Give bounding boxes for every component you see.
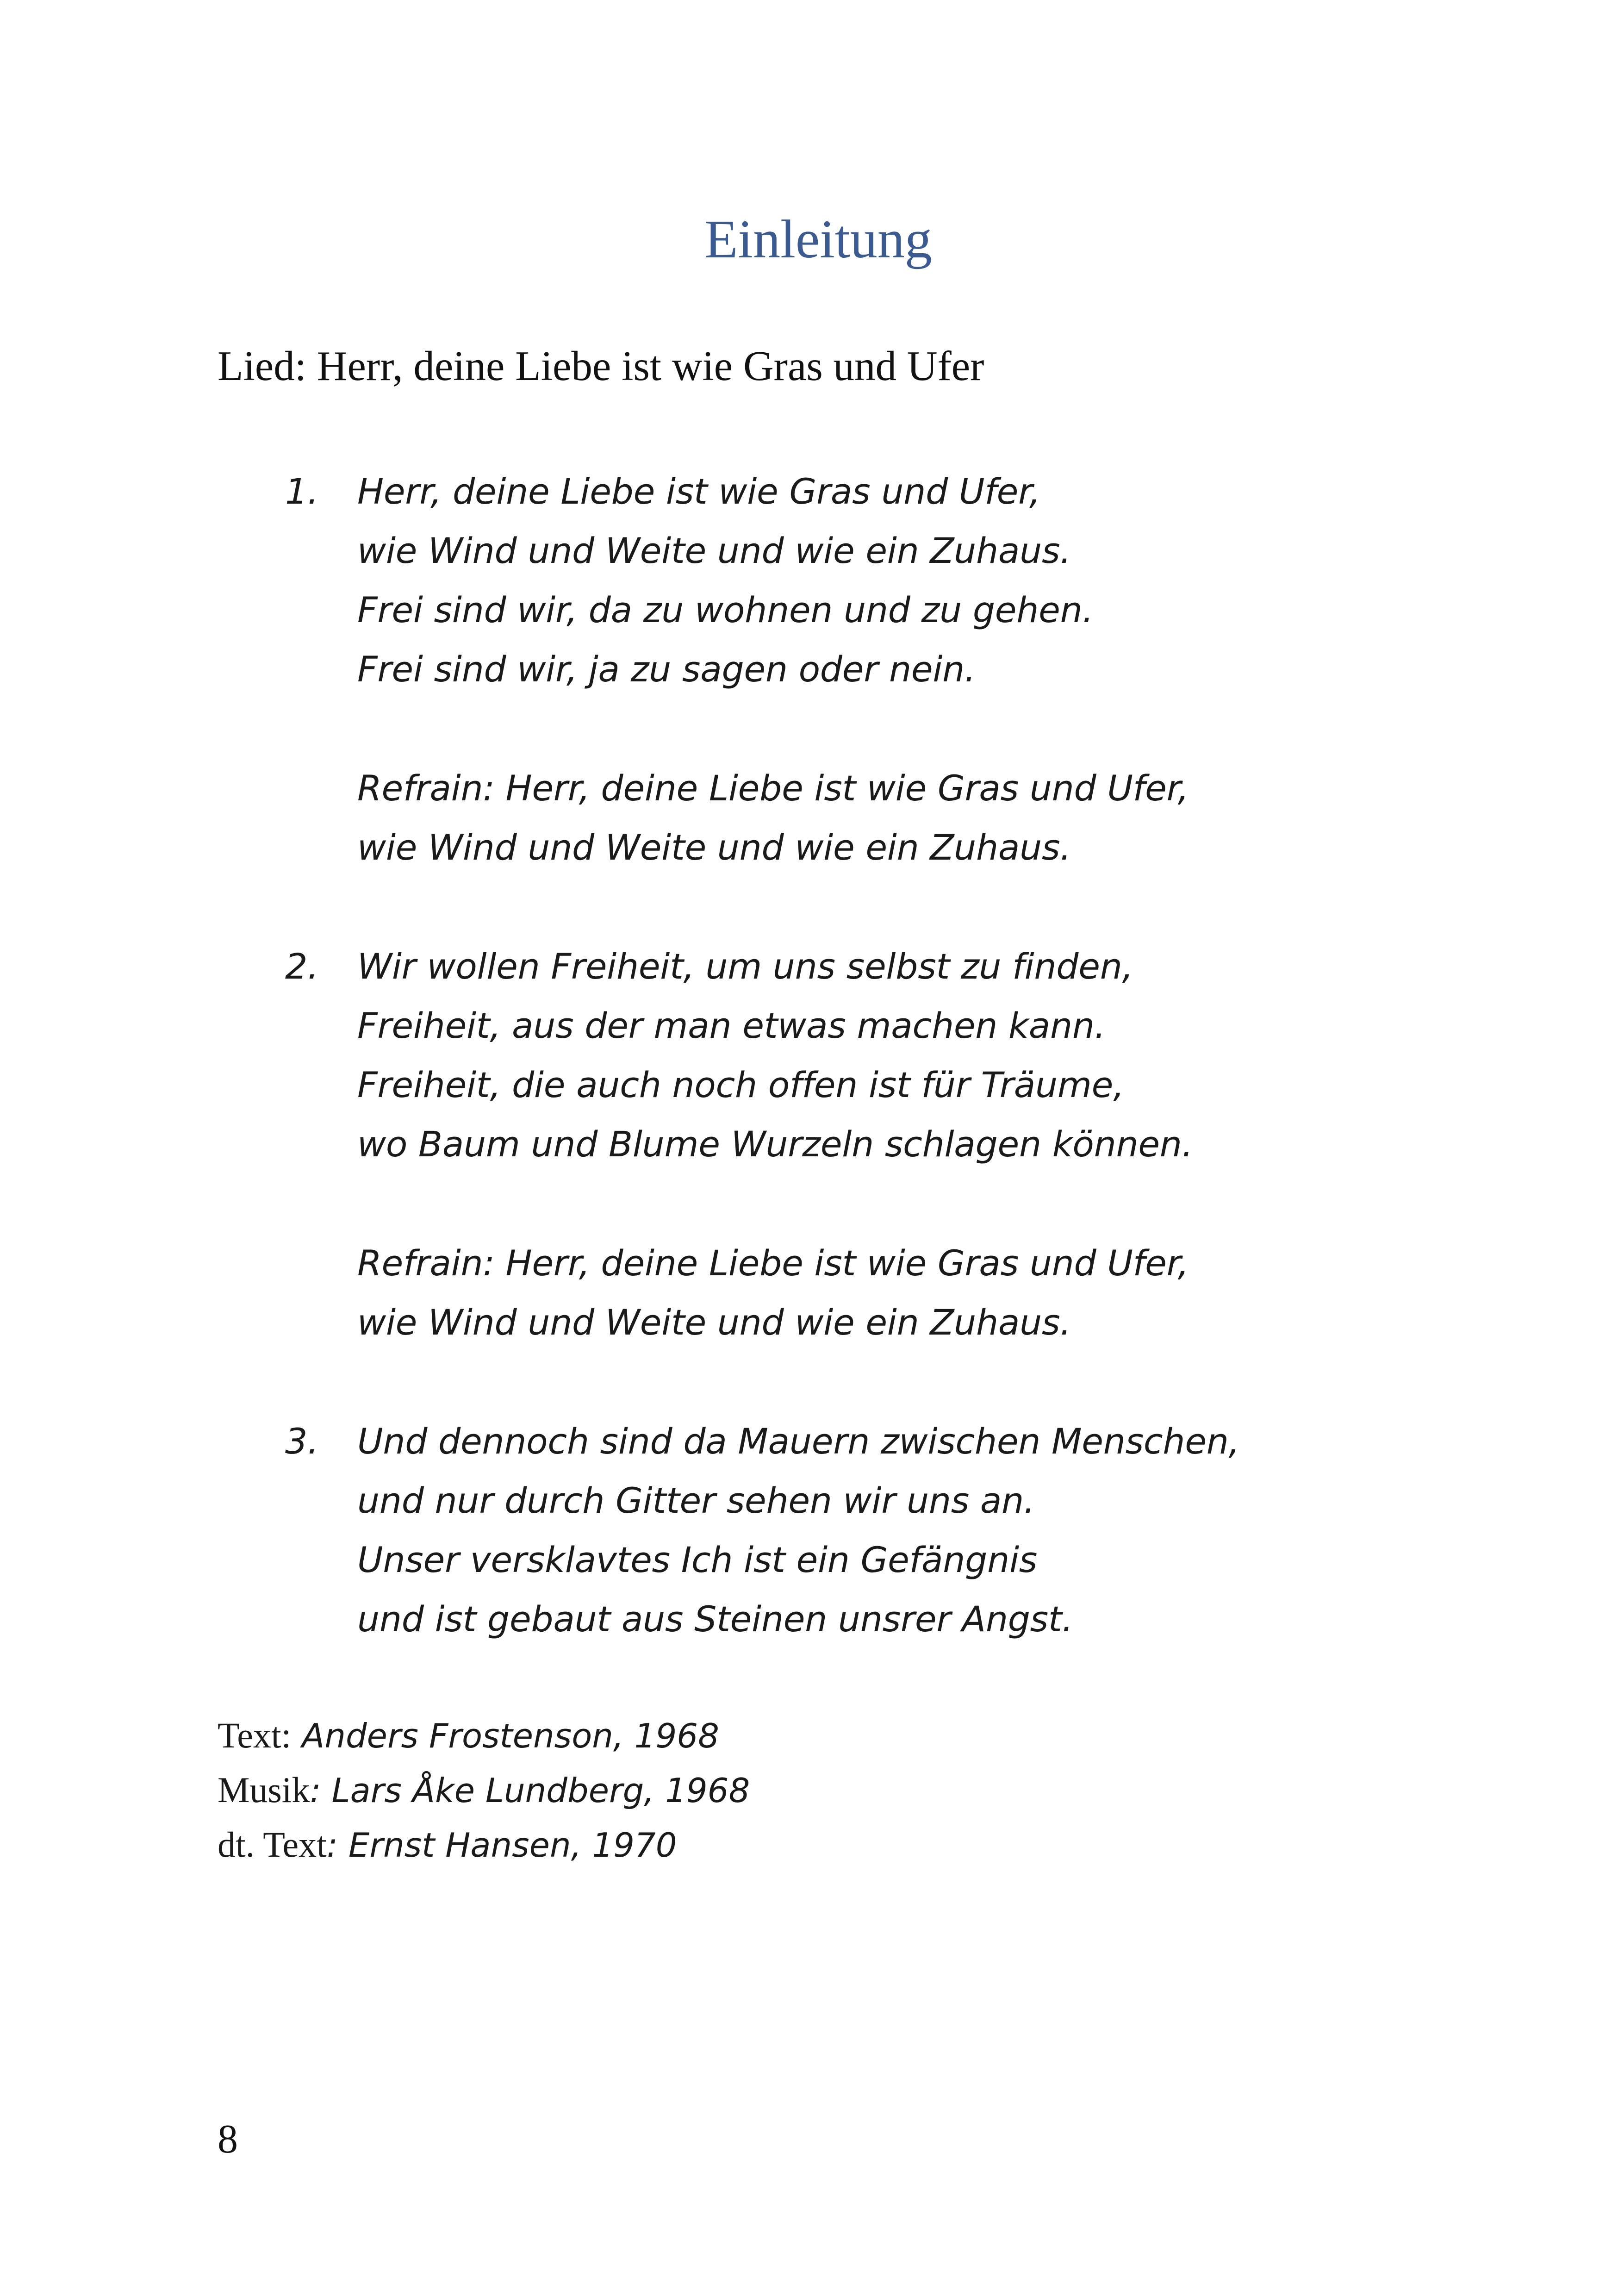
verse-line: Frei sind wir, ja zu sagen oder nein.	[357, 649, 976, 690]
credit-value: : Ernst Hansen, 1970	[326, 1826, 677, 1865]
credit-line	[218, 1772, 750, 1808]
credit-line	[218, 1824, 677, 1865]
verse-number: 3.	[285, 1421, 319, 1462]
refrain-line: Refrain: Herr, deine Liebe ist wie Gras und Ufer,	[357, 1242, 1189, 1284]
section-heading-text: Einleitung	[704, 209, 932, 269]
verse-number: 2.	[285, 946, 319, 987]
refrain-line: wie Wind und Weite und wie ein Zuhaus.	[357, 827, 1071, 868]
credit-label: Text:	[218, 1715, 292, 1755]
credit-value: : Lars Åke Lundberg, 1968	[310, 1771, 750, 1810]
credit-label: Musik	[218, 1770, 310, 1810]
verse-line: Freiheit, die auch noch offen ist für Träume,	[357, 1064, 1124, 1105]
verse-number: 1.	[285, 471, 319, 512]
verse-line: Freiheit, aus der man etwas machen kann.	[357, 1005, 1106, 1046]
verse-line: und nur durch Gitter sehen wir uns an.	[357, 1480, 1035, 1521]
refrain-line: wie Wind und Weite und wie ein Zuhaus.	[357, 1302, 1071, 1343]
credit-value: Anders Frostenson, 1968	[291, 1716, 719, 1755]
verse-line: wo Baum und Blume Wurzeln schlagen können.	[357, 1123, 1193, 1165]
verse-line: Frei sind wir, da zu wohnen und zu gehen.	[357, 589, 1094, 630]
credit-line	[218, 1717, 719, 1753]
credit-label: dt. Text	[218, 1824, 327, 1865]
song-title: Lied: Herr, deine Liebe ist wie Gras und Ufer	[218, 343, 984, 389]
verse-line: Wir wollen Freiheit, um uns selbst zu finden,	[357, 946, 1133, 987]
verse-line: und ist gebaut aus Steinen unsrer Angst.	[357, 1598, 1073, 1640]
verse-line: wie Wind und Weite und wie ein Zuhaus.	[357, 530, 1071, 571]
verse-line: Herr, deine Liebe ist wie Gras und Ufer,	[357, 471, 1040, 512]
verse-line: Unser versklavtes Ich ist ein Gefängnis	[357, 1539, 1038, 1580]
refrain-line: Refrain: Herr, deine Liebe ist wie Gras und Ufer,	[357, 767, 1189, 809]
page-number: 8	[218, 2117, 238, 2162]
verse-line: Und dennoch sind da Mauern zwischen Menschen,	[357, 1421, 1240, 1462]
